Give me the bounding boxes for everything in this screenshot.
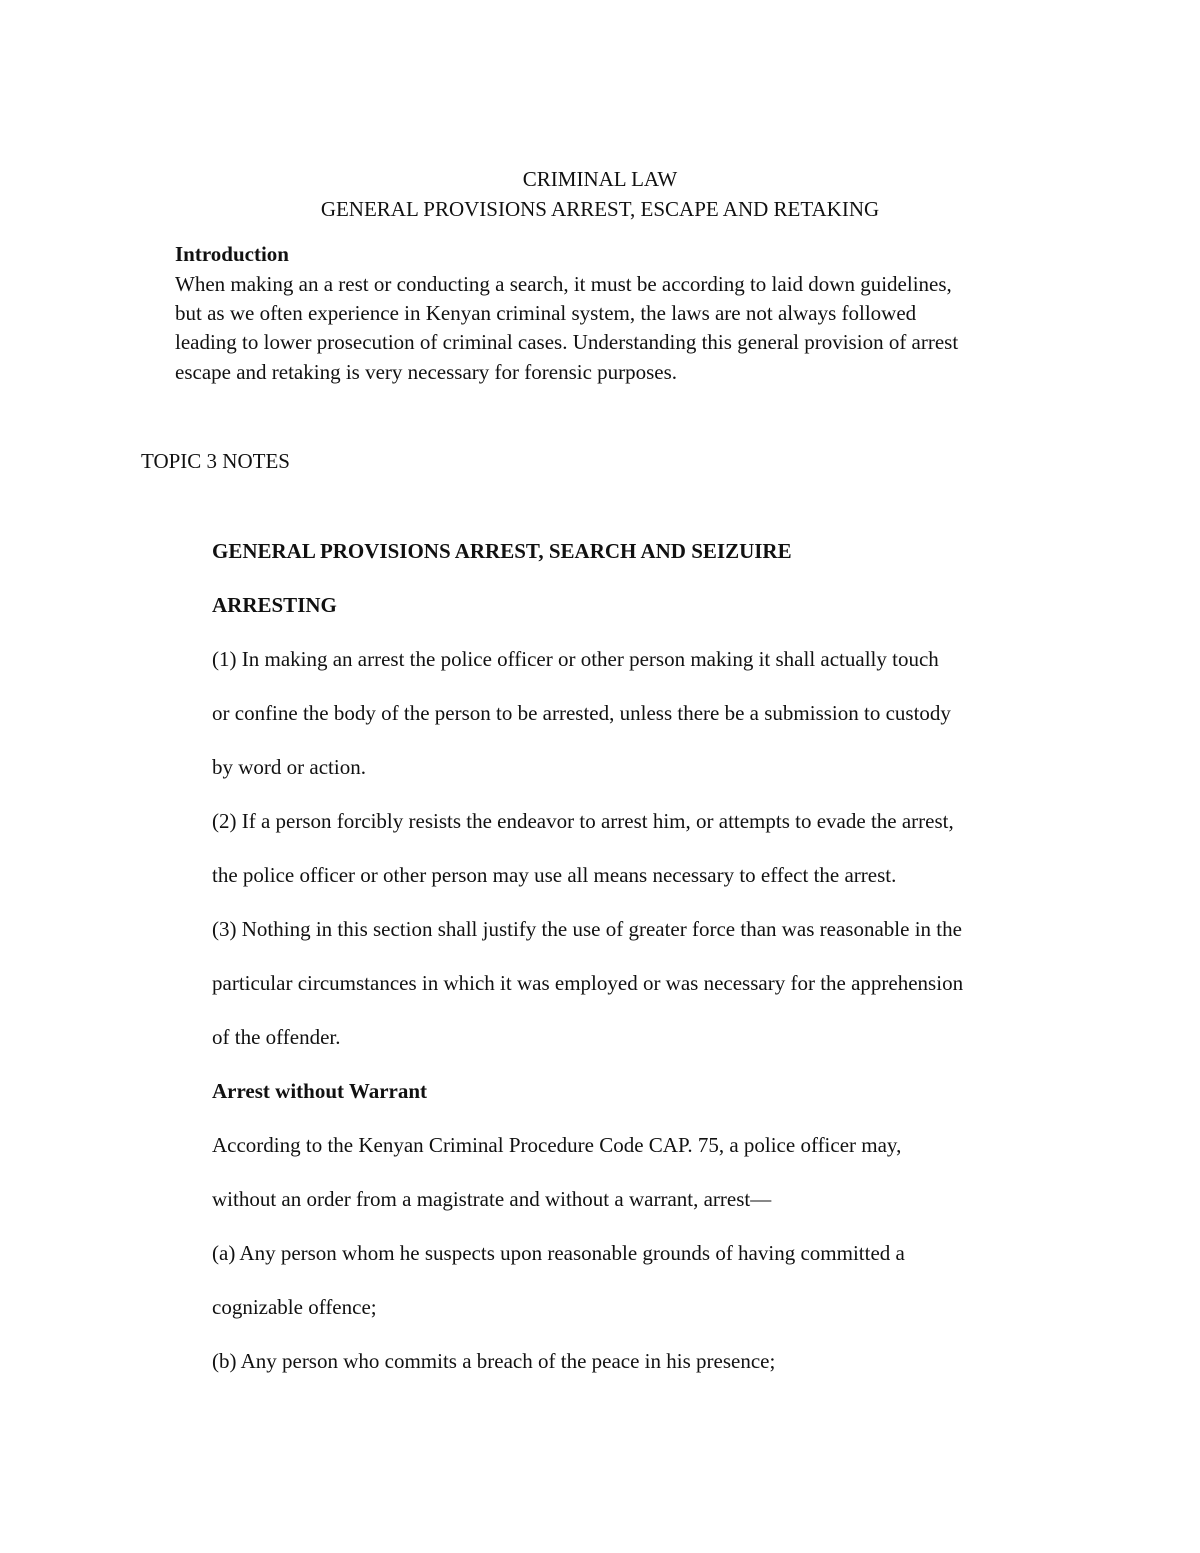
warrant-line: (a) Any person whom he suspects upon reasonable grounds of having committed a: [212, 1241, 905, 1265]
section-line: (2) If a person forcibly resists the endeavor to arrest him, or attempts to evade the arrest,: [212, 809, 954, 833]
warrant-line: without an order from a magistrate and without a warrant, arrest—: [212, 1187, 772, 1211]
warrant-line: According to the Kenyan Criminal Procedure Code CAP. 75, a police officer may,: [212, 1133, 902, 1157]
warrant-heading: Arrest without Warrant: [212, 1079, 428, 1103]
section-line: (3) Nothing in this section shall justify the use of greater force than was reasonable in the: [212, 917, 962, 941]
section-line: by word or action.: [212, 755, 366, 779]
introduction-line: leading to lower prosecution of criminal cases. Understanding this general provision of arrest: [175, 330, 959, 354]
section-line: the police officer or other person may use all means necessary to effect the arrest.: [212, 863, 897, 887]
section-line: (1) In making an arrest the police officer or other person making it shall actually touch: [212, 647, 939, 671]
introduction-line: escape and retaking is very necessary for forensic purposes.: [175, 360, 678, 384]
document-title: CRIMINAL LAW: [522, 167, 678, 191]
section-line: or confine the body of the person to be arrested, unless there be a submission to custody: [212, 701, 951, 725]
introduction-heading: Introduction: [175, 242, 289, 266]
section-line: of the offender.: [212, 1025, 341, 1049]
topic-label: TOPIC 3 NOTES: [141, 449, 290, 473]
introduction-line: but as we often experience in Kenyan criminal system, the laws are not always followed: [175, 301, 917, 325]
warrant-line: cognizable offence;: [212, 1295, 377, 1319]
section-heading: GENERAL PROVISIONS ARREST, SEARCH AND SEIZUIRE: [212, 539, 792, 563]
warrant-line: (b) Any person who commits a breach of the peace in his presence;: [212, 1349, 776, 1373]
document-subtitle: GENERAL PROVISIONS ARREST, ESCAPE AND RETAKING: [320, 197, 880, 221]
section-line: particular circumstances in which it was employed or was necessary for the apprehension: [212, 971, 964, 995]
introduction-line: When making an a rest or conducting a search, it must be according to laid down guidelines,: [175, 272, 952, 296]
section-subheading: ARRESTING: [212, 593, 337, 617]
